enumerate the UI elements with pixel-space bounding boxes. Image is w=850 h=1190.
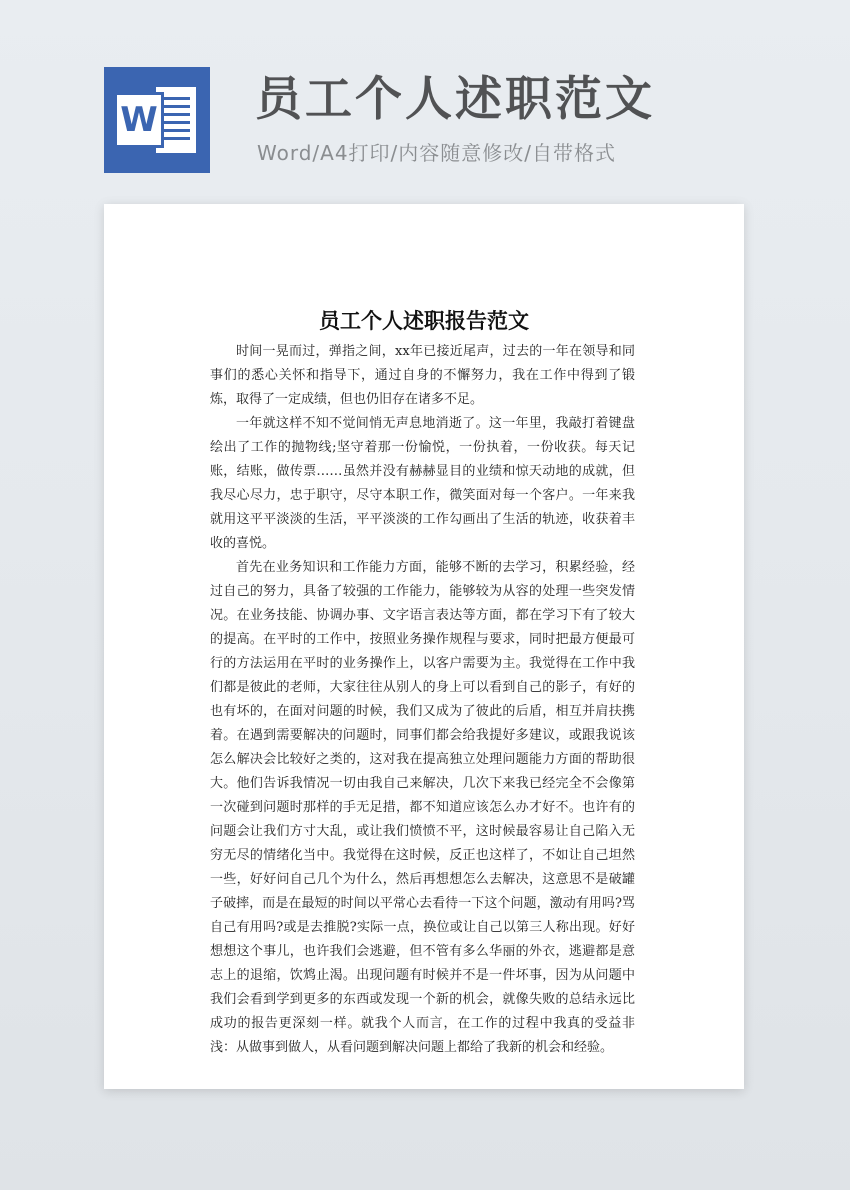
page-header bbox=[0, 0, 850, 200]
word-letter-badge bbox=[114, 92, 164, 148]
document-body bbox=[210, 340, 635, 1060]
page-subtitle: Word/A4打印/内容随意修改/自带格式 bbox=[257, 141, 617, 165]
document-page bbox=[104, 204, 744, 1089]
paragraph-2: 一年就这样不知不觉间悄无声息地消逝了。这一年里，我敲打着键盘绘出了工作的抛物线;坚守着那一份愉悦，一份执着，一份收获。每天记账，结账，做传票……虽然并没有赫赫显目的业绩和惊天动地的成就，但我尽心尽力，忠于职守，尽守本职工作，微笑面对每一个客户。一年来我就用这平平淡淡的生活，平平淡淡的工作勾画出了生活的轨迹，收获着丰收的喜悦。 bbox=[210, 416, 635, 551]
document-title: 员工个人述职报告范文 bbox=[319, 308, 529, 333]
word-icon bbox=[104, 67, 210, 173]
paragraph-1: 时间一晃而过，弹指之间，xx年已接近尾声，过去的一年在领导和同事们的悉心关怀和指导下，通过自身的不懈努力，我在工作中得到了锻炼，取得了一定成绩，但也仍旧存在诸多不足。 bbox=[210, 344, 635, 407]
word-letter: W bbox=[120, 100, 158, 140]
paragraph-3: 首先在业务知识和工作能力方面，能够不断的去学习，积累经验，经过自己的努力，具备了较强的工作能力，能够较为从容的处理一些突发情况。在业务技能、协调办事、文字语言表达等方面，都在学习下有了较大的提高。在平时的工作中，按照业务操作规程与要求，同时把最方便最可行的方法运用在平时的业务操作上，以客户需要为主。我觉得在工作中我们都是彼此的老师，大家往往从别人的身上可以看到自己的影子，有好的也有坏的，在面对问题的时候，我们又成为了彼此的后盾，相互并肩扶携着。在遇到需要解决的问题时，同事们都会给我提好多建议，或跟我说该怎么解决会比较好之类的，这对我在提高独立处理问题能力方面的帮助很大。他们告诉我情况一切由我自己来解决，几次下来我已经完全不会像第一次碰到问题时那样的手无足措，都不知道应该怎么办才好不。也许有的问题会让我们方寸大乱，或让我们愤愤不平，这时候最容易让自己陷入无穷无尽的情绪化当中。我觉得在这时候，反正也这样了，不如让自己坦然一些，好好问自己几个为什么，然后再想想怎么去解决，这意思不是破罐子破摔，而是在最短的时间以平常心去看待一下这个问题，激动有用吗?骂自己有用吗?或是去推脱?实际一点，换位或让自己以第三人称出现。好好想想这个事儿，也许我们会逃避，但不管有多么华丽的外衣，逃避都是意志上的退缩，饮鸩止渴。出现问题有时候并不是一件坏事，因为从问题中我们会看到学到更多的东西或发现一个新的机会，就像失败的总结永远比成功的报告更深刻一样。就我个人而言，在工作的过程中我真的受益非浅：从做事到做人，从看问题到解决问题上都给了我新的机会和经验。 bbox=[210, 560, 635, 1055]
page-title: 员工个人述职范文 bbox=[255, 72, 655, 127]
